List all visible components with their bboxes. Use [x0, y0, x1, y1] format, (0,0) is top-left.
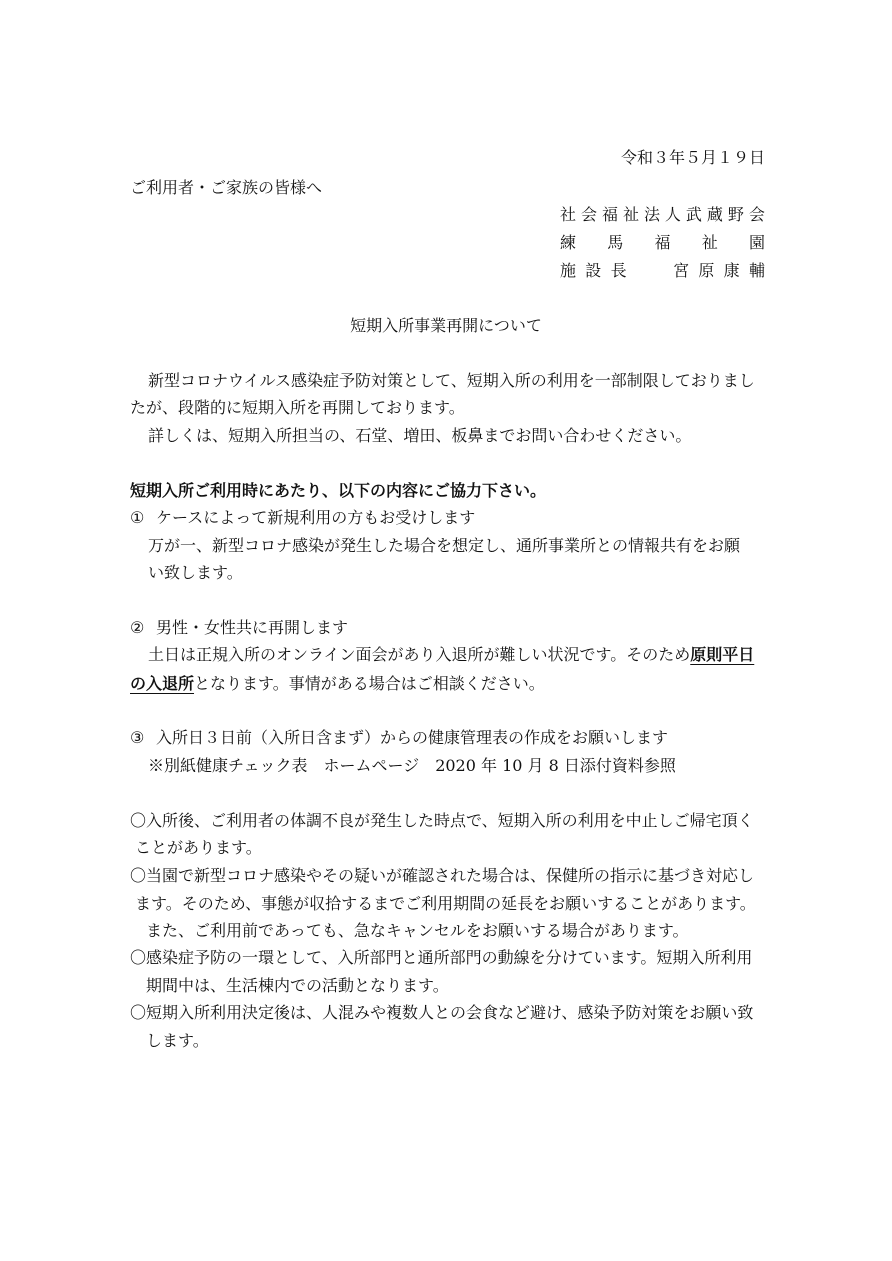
request-heading: 短期入所ご利用時にあたり、以下の内容にご協力下さい。 [130, 481, 547, 500]
note-1: 〇入所後、ご利用者の体調不良が発生した時点で、短期入所の利用を中止しご帰宅頂く [130, 811, 754, 830]
note-1: ことがあります。 [135, 838, 262, 857]
item-3-title: ③ 入所日３日前（入所日含まず）からの健康管理表の作成をお願いします [130, 728, 669, 747]
sender-organization: 社 会 福 祉 法 人 武 蔵 野 会 [560, 205, 765, 224]
item-number: ③ [130, 728, 145, 747]
intro-line: 新型コロナウイルス感染症予防対策として、短期入所の利用を一部制限しておりまし [148, 371, 755, 390]
note-2: また、ご利用前であっても、急なキャンセルをお願いする場合があります。 [146, 921, 689, 940]
item-1-text: い致します。 [148, 563, 243, 582]
note-4: 〇短期入所利用決定後は、人混みや複数人との会食など避け、感染予防対策をお願い致 [130, 1003, 754, 1022]
addressee: ご利用者・ご家族の皆様へ [130, 178, 323, 197]
intro-line: 詳しくは、短期入所担当の、石堂、増田、板鼻までお問い合わせください。 [148, 426, 692, 445]
item-1-title: ① ケースによって新規利用の方もお受けします [130, 508, 476, 527]
item-2-title: ② 男性・女性共に再開します [130, 618, 349, 637]
document-date: 令和３年５月１９日 [620, 148, 765, 167]
item-2-text: の入退所となります。事情がある場合はご相談ください。 [130, 674, 545, 693]
item-2-text: 土日は正規入所のオンライン面会があり入退所が難しい状況です。そのため原則平日 [148, 645, 755, 664]
note-2: ます。そのため、事態が収拾するまでご利用期間の延長をお願いすることがあります。 [135, 894, 756, 913]
emphasis-underlined: の入退所 [130, 674, 195, 693]
item-3-text: ※別紙健康チェック表 ホームページ 2020 年 10 月 8 日添付資料参照 [148, 756, 676, 775]
item-1-text: 万が一、新型コロナ感染が発生した場合を想定し、通所事業所との情報共有をお願 [148, 536, 741, 555]
document-title: 短期入所事業再開について [350, 316, 542, 335]
note-4: します。 [146, 1031, 209, 1050]
sender-facility: 練 馬 福 祉 園 [560, 233, 765, 252]
sender-director: 施 設 長 宮 原 康 輔 [560, 261, 765, 280]
note-3: 期間中は、生活棟内での活動となります。 [146, 976, 449, 995]
note-3: 〇感染症予防の一環として、入所部門と通所部門の動線を分けています。短期入所利用 [130, 948, 753, 967]
emphasis-underlined: 原則平日 [690, 645, 755, 664]
note-2: 〇当園で新型コロナ感染やその疑いが確認された場合は、保健所の指示に基づき対応し [130, 866, 755, 885]
item-number: ② [130, 618, 145, 637]
intro-line: たが、段階的に短期入所を再開しております。 [130, 398, 465, 417]
item-number: ① [130, 508, 145, 527]
